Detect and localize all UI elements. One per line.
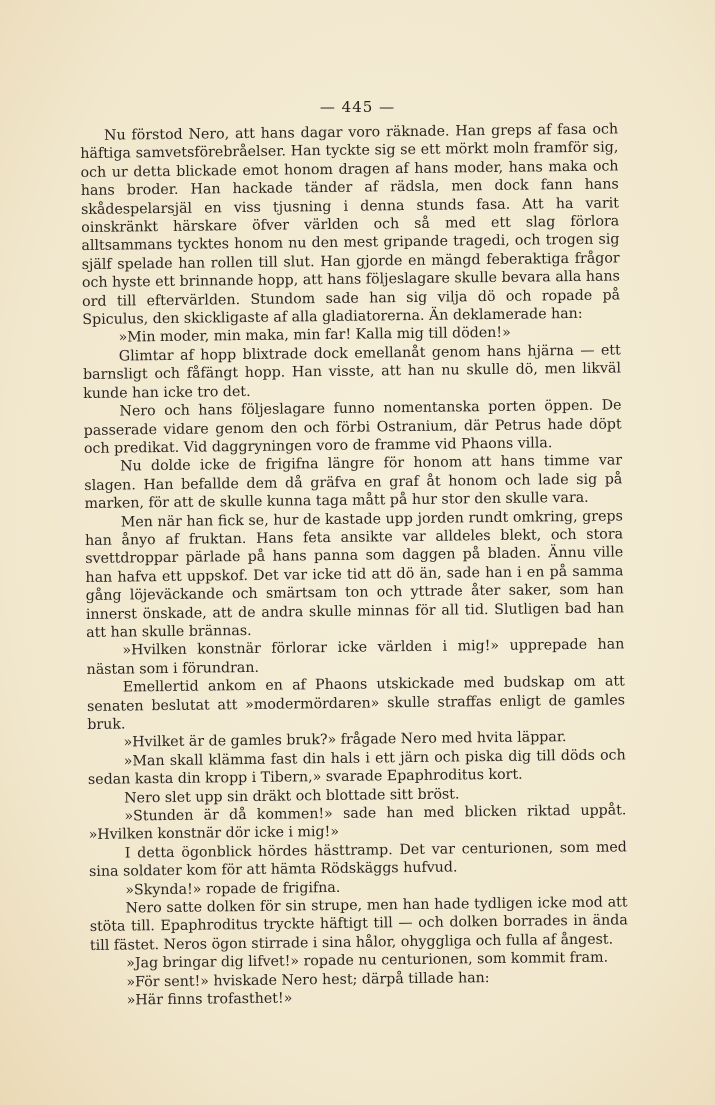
paragraph: Nu förstod Nero, att hans dagar voro räknade. Han greps af fasa och häftiga samvetsförebråelser. Han tyckte sig se ett mörkt moln framför sig, och ur detta blickade emot honom dragen af hans moder, hans maka och hans broder. Han hackade tänder af rädsla, men dock fann hans skådespelarsjäl en viss tjusning i denna stunds fasa. Att ha varit oinskränkt härskare öfver världen och så med ett slag förlora alltsammans tycktes honom nu den mest gripande tragedi, och trogen sig själf spelade han rollen till slut. Han gjorde en mängd feberaktiga frågor och hyste ett brinnande hopp, att hans följeslagare skulle bevara alla hans ord till eftervärlden. Stundom sade han sig vilja dö och ropade på Spiculus, den skickligaste af alla gladiatorerna. Än deklamerade han: bbox=[80, 121, 621, 329]
paragraph: »Skynda!» ropade de frigifna. bbox=[125, 879, 341, 899]
paragraph: Nero och hans följeslagare funno nomentanska porten öppen. De passerade vidare genom den och förbi Ostranium, där Petrus hade döpt och predikat. Vid daggryningen voro de framme vid Phaons villa. bbox=[83, 397, 622, 457]
paragraph: »Hvilken konstnär förlorar icke världen i mig!» upprepade han nästan som i förundran. bbox=[86, 636, 625, 678]
body-text bbox=[80, 120, 629, 1010]
paragraph: I detta ögonblick hördes hästtramp. Det var centurionen, som med sina soldater kom för att hämta Rödskäggs hufvud. bbox=[89, 839, 627, 881]
paragraph: »Stunden är då kommen!» sade han med blicken riktad uppåt. »Hvilken konstnär dör icke i mig!» bbox=[88, 802, 627, 844]
paragraph: »Hvilket är de gamles bruk?» frågade Nero med hvita läppar. bbox=[123, 729, 567, 751]
paragraph: Glimtar af hopp blixtrade dock emellanåt genom hans hjärna — ett barnsligt och fåfängt hopp. Han visste, att han nu skulle dö, men likväl kunde han icke tro det. bbox=[82, 342, 622, 402]
paragraph: Nero slet upp sin dräkt och blottade sitt bröst. bbox=[124, 786, 460, 807]
paragraph: »Här finns trofasthet!» bbox=[126, 990, 293, 1009]
paragraph: »För sent!» hviskade Nero hest; därpå tillade han: bbox=[126, 969, 490, 991]
paragraph: »Min moder, min maka, min far! Kalla mig till döden!» bbox=[118, 325, 511, 347]
paragraph: Nu dolde icke de frigifna längre för honom att hans timme var slagen. Han befallde dem då gräfva en graf åt honom och lade sig på marken, för att de skulle kunna taga mått på hur stor den skulle vara. bbox=[84, 452, 623, 513]
paragraph: »Jag bringar dig lifvet!» ropade nu centurionen, som kommit fram. bbox=[126, 949, 609, 972]
paragraph: Emellertid ankom en af Phaons utskickade med budskap om att senaten beslutat att »modermördaren» skulle straffas enligt de gamles bruk. bbox=[86, 673, 626, 733]
paragraph: Nero satte dolken för sin strupe, men han hade tydligen icke mod att stöta till. Epaphroditus tryckte häftigt till — och dolken borrades in ända till fästet. Neros ögon stirrade i sina hålor, ohyggliga och fulla af ångest. bbox=[89, 894, 628, 954]
page-number: — 445 — bbox=[319, 98, 396, 116]
paragraph: Men när han fick se, hur de kastade upp jorden rundt omkring, greps han ånyo af fruktan. Hans feta ansikte var alldeles blekt, och stora svettdroppar pärlade på hans panna som daggen på bladen. Ännu ville han hafva ett uppskof. Det var icke tid att dö än, sade han i en på samma gång löjeväckande och smärtsam ton och yttrade åter saker, som han innerst önskade, att de andra skulle minnas för all tid. Slutligen bad han att han skulle brännas. bbox=[84, 507, 625, 641]
paragraph: »Man skall klämma fast din hals i ett järn och piska dig till döds och sedan kasta din kropp i Tibern,» svarade Epaphroditus kort. bbox=[87, 747, 626, 789]
